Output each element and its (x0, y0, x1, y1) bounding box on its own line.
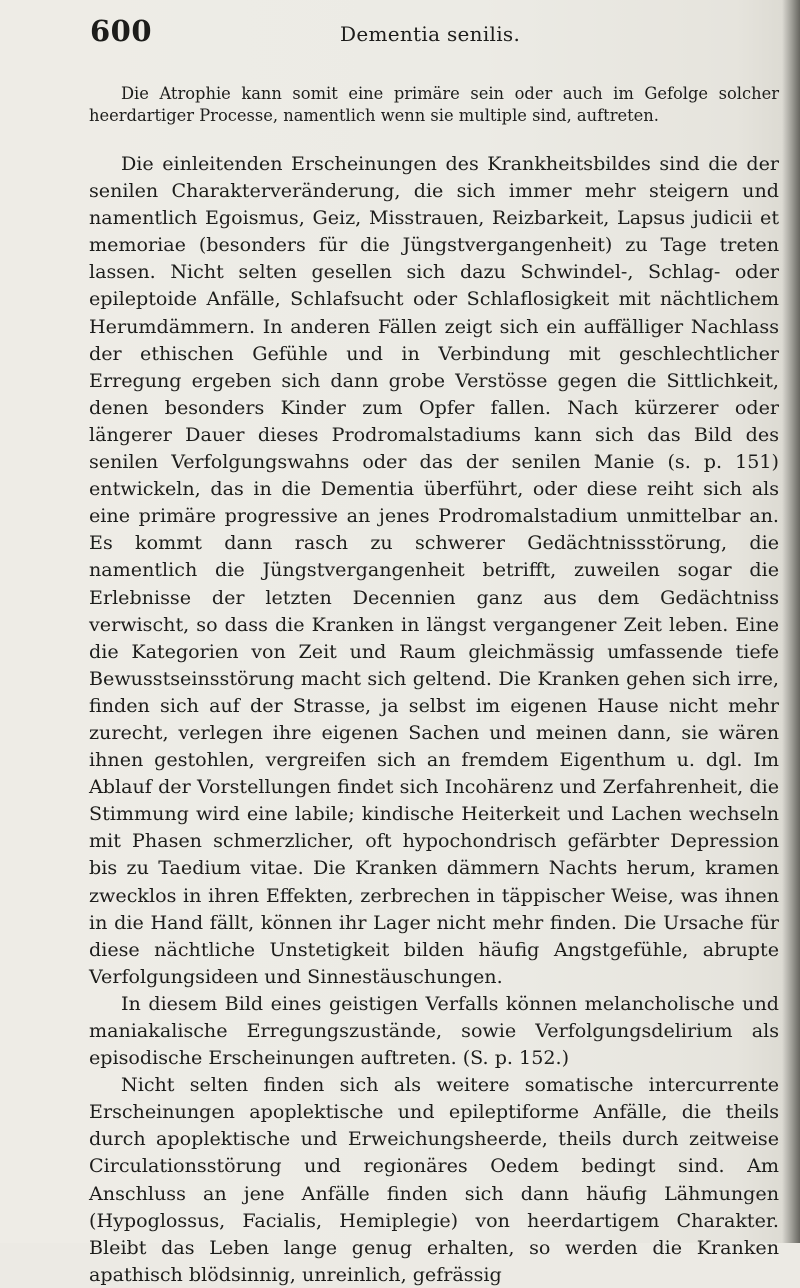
page-edge-shadow (782, 0, 800, 1243)
paragraph-2: In diesem Bild eines geistigen Verfalls können melancholische und maniakalische Erregungszustände, sowie Verfolgungsdelirium als episodische Erscheinungen auftreten. (S. p. 152.) (89, 991, 779, 1070)
running-title: Dementia senilis. (340, 22, 521, 46)
paragraph-3: Nicht selten finden sich als weitere somatische intercurrente Erscheinungen apoplektische und epileptiforme Anfälle, die theils durch apoplektische und Erweichungsheerde, theils durch zeitweise Circulationsstörung und regionäres Oedem bedingt sind. Am Anschluss an jene Anfälle finden sich dann häufig Lähmungen (Hypoglossus, Facialis, Hemiplegie) von heerdartigem Charakter. Bleibt das Leben lange genug erhalten, so werden die Kranken apathisch blödsinnig, unreinlich, gefrässig (89, 1073, 779, 1286)
running-head (90, 14, 770, 54)
paragraph-1: Die einleitenden Erscheinungen des Krankheitsbildes sind die der senilen Charakterveränderung, die sich immer mehr steigern und namentlich Egoismus, Geiz, Misstrauen, Reizbarkeit, Lapsus judicii et memoriae (besonders für die Jüngstvergangenheit) zu Tage treten lassen. Nicht selten gesellen sich dazu Schwindel-, Schlag- oder epileptoide Anfälle, Schlafsucht oder Schlaflosigkeit mit nächtlichem Herumdämmern. In anderen Fällen zeigt sich ein auffälliger Nachlass der ethischen Gefühle und in Verbindung mit geschlechtlicher Erregung ergeben sich dann grobe Verstösse gegen die Sittlichkeit, denen besonders Kinder zum Opfer fallen. Nach kürzerer oder längerer Dauer dieses Prodromalstadiums kann sich das Bild des senilen Verfolgungswahns oder das der senilen Manie (s. p. 151) entwickeln, das in die Dementia überführt, oder diese reiht sich als eine primäre progressive an jenes Prodromalstadium unmittelbar an. Es kommt dann rasch zu schwerer Gedächtnissstörung, die namentlich die Jüngstvergangenheit betrifft, zuweilen sogar die Erlebnisse der letzten Decennien ganz aus dem Gedächtniss verwischt, so dass die Kranken in längst vergangener Zeit leben. Eine die Kategorien von Zeit und Raum gleichmässig umfassende tiefe Bewusstseinsstörung macht sich geltend. Die Kranken gehen sich irre, finden sich auf der Strasse, ja selbst im eigenen Hause nicht mehr zurecht, verlegen ihre eigenen Sachen und meinen dann, sie wären ihnen gestohlen, vergreifen sich an fremdem Eigenthum u. dgl. Im Ablauf der Vorstellungen findet sich Incohärenz und Zerfahrenheit, die Stimmung wird eine labile; kindische Heiterkeit und Lachen wechseln mit Phasen schmerzlicher, oft hypochondrisch gefärbter Depression bis zu Taedium vitae. Die Kranken dämmern Nachts herum, kramen zwecklos in ihren Effekten, zerbrechen in täppischer Weise, was ihnen in die Hand fällt, können ihr Lager nicht mehr finden. Die Ursache für diese nächtliche Unstetigkeit bilden häufig Angstgefühle, abrupte Verfolgungsideen und Sinnestäuschungen. (89, 152, 779, 988)
footnote-block (89, 83, 779, 126)
footnote-paragraph: Die Atrophie kann somit eine primäre sein oder auch im Gefolge solcher heerdartiger Processe, namentlich wenn sie multiple sind, auftreten. (89, 84, 779, 125)
page-number: 600 (90, 14, 153, 48)
body-text (89, 150, 779, 1288)
